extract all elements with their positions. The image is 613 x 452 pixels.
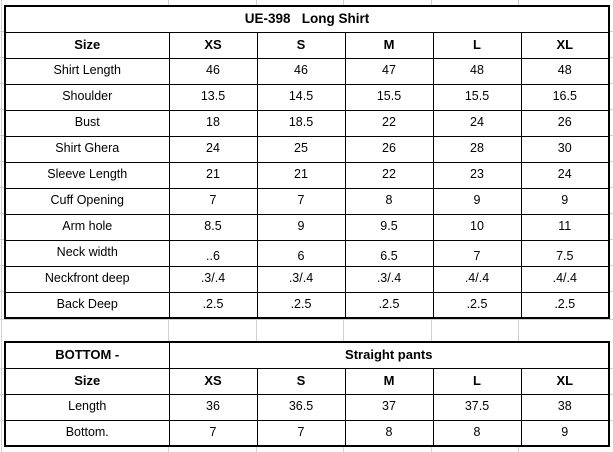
value-cell: 13.5 [169,84,257,110]
header-cell-m: M [345,32,433,58]
value-cell: 15.5 [345,84,433,110]
table-row-bust [5,110,609,136]
value-cell: 10 [433,214,521,240]
value-cell: 9 [521,188,609,214]
value-cell: 11 [521,214,609,240]
value-cell: 48 [521,58,609,84]
value-cell: 9 [257,214,345,240]
table-row-sleeve-length [5,162,609,188]
table-row-back-deep [5,292,609,318]
value-cell: .4/.4 [433,266,521,292]
value-cell: 47 [345,58,433,84]
row-label-cell: Sleeve Length [5,162,169,188]
value-cell: 6 [257,240,345,266]
value-cell: 28 [433,136,521,162]
value-cell: 6.5 [345,240,433,266]
value-cell: 26 [345,136,433,162]
value-cell: 9.5 [345,214,433,240]
value-cell: 8 [345,188,433,214]
shirt-size-table [4,5,610,319]
value-cell: 8 [433,420,521,446]
header-cell-l: L [433,32,521,58]
value-cell: 8.5 [169,214,257,240]
row-label-cell: Arm hole [5,214,169,240]
table-row-bottom [5,420,609,446]
value-cell: 37.5 [433,394,521,420]
header-row [5,368,609,394]
value-cell: .2.5 [257,292,345,318]
value-cell: 9 [521,420,609,446]
value-cell: 21 [257,162,345,188]
value-cell: 18.5 [257,110,345,136]
value-cell: 24 [433,110,521,136]
value-cell: 8 [345,420,433,446]
header-cell-s: S [257,368,345,394]
value-cell: .2.5 [521,292,609,318]
table-title-row [5,6,609,32]
value-cell: 36 [169,394,257,420]
header-row [5,32,609,58]
value-cell: 18 [169,110,257,136]
table-title-row [5,342,609,368]
row-label-cell: Shirt Length [5,58,169,84]
value-cell: 46 [169,58,257,84]
row-label-cell: Neck width [5,240,169,266]
value-cell: .4/.4 [521,266,609,292]
table-title-cell: UE-398 Long Shirt [5,6,609,32]
table-row-cuff-opening [5,188,609,214]
value-cell: 23 [433,162,521,188]
value-cell: .3/.4 [169,266,257,292]
value-cell: 37 [345,394,433,420]
header-cell-m: M [345,368,433,394]
table-row-neck-width [5,240,609,266]
table-row-neckfront-deep [5,266,609,292]
value-cell: 7 [169,188,257,214]
value-cell: 46 [257,58,345,84]
value-cell: 7.5 [521,240,609,266]
header-cell-xs: XS [169,368,257,394]
value-cell: 36.5 [257,394,345,420]
value-cell: 24 [169,136,257,162]
value-cell: .2.5 [433,292,521,318]
header-cell-size: Size [5,368,169,394]
row-label-cell: Length [5,394,169,420]
value-cell: 22 [345,162,433,188]
header-cell-l: L [433,368,521,394]
table-row-arm-hole [5,214,609,240]
value-cell: 15.5 [433,84,521,110]
value-cell: ..6 [169,240,257,266]
table-row-shoulder [5,84,609,110]
value-cell: .2.5 [345,292,433,318]
row-label-cell: Cuff Opening [5,188,169,214]
value-cell: 7 [257,420,345,446]
row-label-cell: Shirt Ghera [5,136,169,162]
row-label-cell: Shoulder [5,84,169,110]
value-cell: 24 [521,162,609,188]
value-cell: .2.5 [169,292,257,318]
value-cell: 30 [521,136,609,162]
value-cell: 22 [345,110,433,136]
pants-size-table [4,341,610,447]
row-label-cell: Bust [5,110,169,136]
header-cell-xl: XL [521,32,609,58]
value-cell: 7 [169,420,257,446]
header-cell-xl: XL [521,368,609,394]
table-row-shirt-ghera [5,136,609,162]
value-cell: 14.5 [257,84,345,110]
table-title-cell: Straight pants [169,342,609,368]
value-cell: 38 [521,394,609,420]
gridline-horizontal [0,319,613,320]
bottom-section-label-cell: BOTTOM - [5,342,169,368]
value-cell: 25 [257,136,345,162]
row-label-cell: Back Deep [5,292,169,318]
value-cell: 7 [433,240,521,266]
row-label-cell: Bottom. [5,420,169,446]
row-label-cell: Neckfront deep [5,266,169,292]
table-row-length [5,394,609,420]
value-cell: .3/.4 [257,266,345,292]
gridline-vertical [1,0,2,452]
header-cell-size: Size [5,32,169,58]
value-cell: 16.5 [521,84,609,110]
value-cell: 7 [257,188,345,214]
value-cell: 21 [169,162,257,188]
value-cell: .3/.4 [345,266,433,292]
value-cell: 48 [433,58,521,84]
header-cell-s: S [257,32,345,58]
table-row-shirt-length [5,58,609,84]
header-cell-xs: XS [169,32,257,58]
value-cell: 26 [521,110,609,136]
value-cell: 9 [433,188,521,214]
